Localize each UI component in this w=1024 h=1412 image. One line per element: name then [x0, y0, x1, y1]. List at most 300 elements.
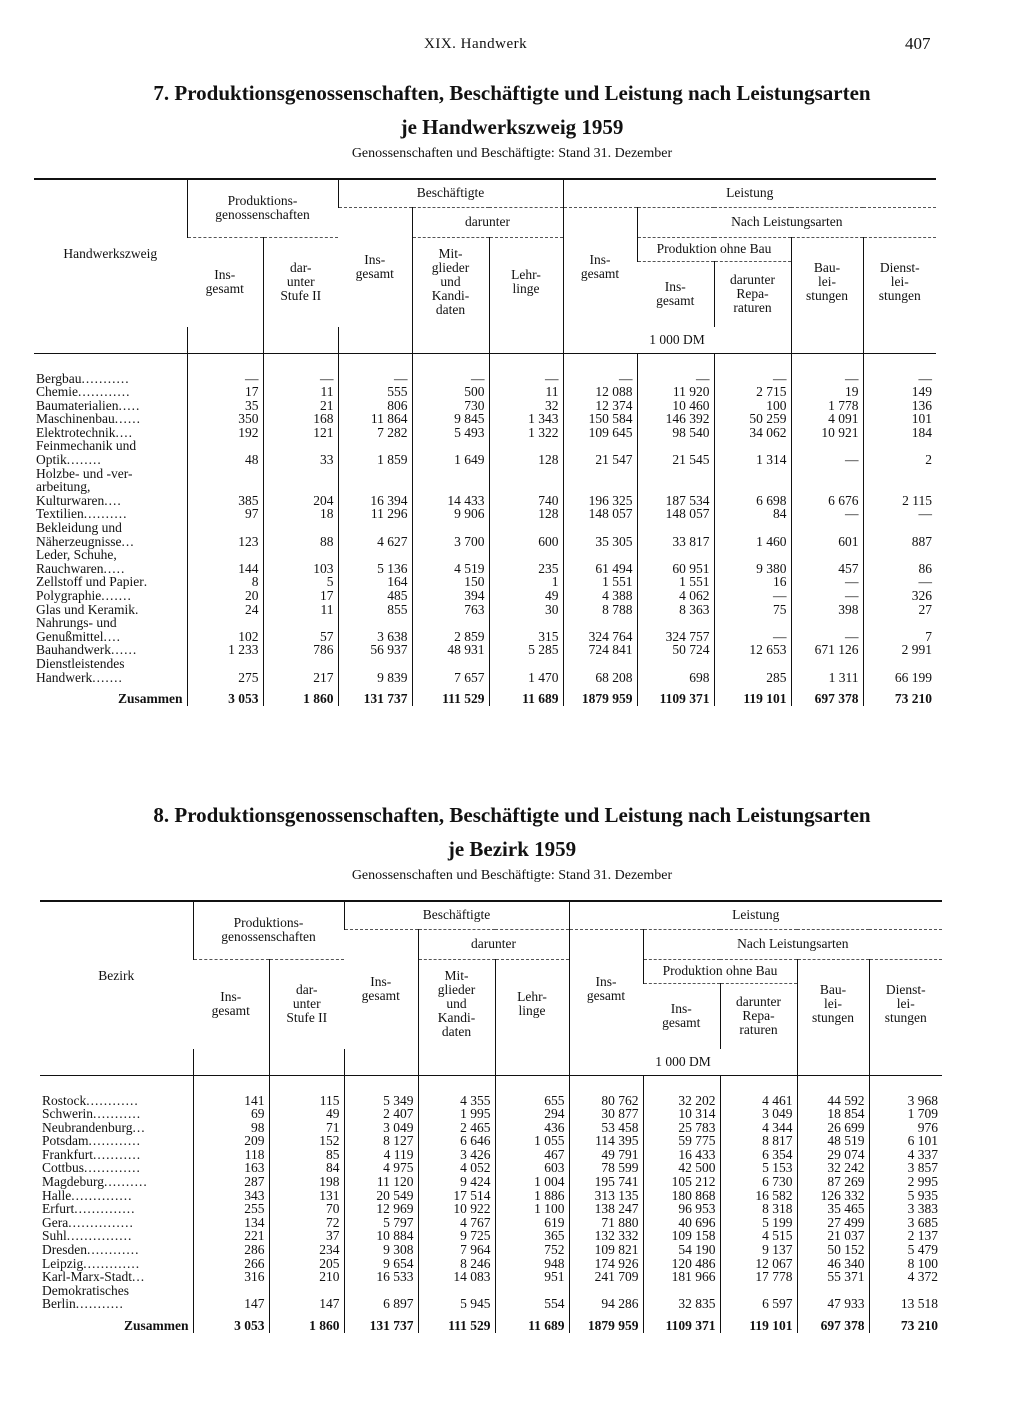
table-row: [40, 1107, 942, 1121]
cell-value: 698: [637, 657, 714, 684]
cell-value: 287: [193, 1175, 269, 1189]
cell-value: 2 465: [418, 1121, 495, 1135]
header-employees: Beschäftigte: [344, 901, 569, 929]
cell-value: 4 515: [720, 1229, 797, 1243]
row-label: [40, 1216, 193, 1230]
cell-value: 57: [263, 616, 338, 643]
cell-value: 101: [863, 412, 936, 426]
cell-value: 8 817: [720, 1134, 797, 1148]
cell-value: 47 933: [797, 1284, 869, 1311]
leader-dots: ......: [114, 411, 141, 427]
row-label: [34, 575, 187, 589]
cell-value: 210: [269, 1270, 344, 1284]
cell-value: 72: [269, 1216, 344, 1230]
table8-body: [40, 1075, 942, 1333]
cell-value: 6 354: [720, 1148, 797, 1162]
table-row: [34, 589, 936, 603]
leader-dots: ..............: [74, 1201, 136, 1217]
cell-value: 9 839: [338, 657, 412, 684]
cell-value: 9 380: [714, 548, 791, 575]
cell-value: 8 127: [344, 1134, 418, 1148]
cell-value: 5 479: [869, 1243, 942, 1257]
cell-value: 128: [489, 507, 563, 521]
row-label-text: Chemie: [36, 384, 78, 400]
cell-value: 10 884: [344, 1229, 418, 1243]
header-of-which: darunter: [418, 929, 569, 959]
cell-value: 8 318: [720, 1202, 797, 1216]
cell-value: 196 325: [563, 467, 637, 508]
row-label: [34, 412, 187, 426]
row-label: [34, 467, 187, 508]
cell-value: 3 968: [869, 1075, 942, 1107]
cell-value: 697 378: [797, 1311, 869, 1333]
cell-value: 18 854: [797, 1107, 869, 1121]
header-repairs: darunter Repa- raturen: [714, 261, 791, 327]
total-row: [40, 1311, 942, 1333]
cell-value: 11 296: [338, 507, 412, 521]
cell-value: 485: [338, 589, 412, 603]
table-row: [40, 1284, 942, 1311]
cell-value: 12 374: [563, 399, 637, 413]
cell-value: 48 519: [797, 1134, 869, 1148]
cell-value: 1879 959: [569, 1311, 643, 1333]
leader-dots: .............: [83, 1255, 141, 1271]
cell-value: —: [714, 589, 791, 603]
header-apprentices: Lehr- linge: [489, 237, 563, 327]
table7-body: [34, 353, 936, 706]
cell-value: 102: [187, 616, 263, 643]
cell-value: 40 696: [643, 1216, 720, 1230]
cell-value: 111 529: [418, 1311, 495, 1333]
running-head: [0, 36, 1024, 60]
cell-value: 217: [263, 657, 338, 684]
cell-value: 2 859: [412, 616, 489, 643]
row-header: Bezirk: [40, 901, 193, 1049]
cell-value: 730: [412, 399, 489, 413]
cell-value: 1109 371: [637, 684, 714, 706]
cell-value: 21: [263, 399, 338, 413]
cell-value: 70: [269, 1202, 344, 1216]
cell-value: 554: [495, 1284, 569, 1311]
leader-dots: ......: [110, 642, 138, 658]
cell-value: 6 730: [720, 1175, 797, 1189]
cell-value: —: [187, 353, 263, 385]
cell-value: 32 835: [643, 1284, 720, 1311]
row-label: [34, 684, 187, 706]
row-label-text: Neubrandenburg: [42, 1119, 133, 1135]
row-label-text: Erfurt: [42, 1201, 75, 1217]
row-label-text: Dienstleistendes Handwerk: [36, 655, 125, 685]
cell-value: 4 337: [869, 1148, 942, 1162]
cell-value: 7 657: [412, 657, 489, 684]
table-row: [34, 385, 936, 399]
cell-value: 205: [269, 1257, 344, 1271]
cell-value: 12 653: [714, 643, 791, 657]
row-label-text: Dresden: [42, 1242, 87, 1258]
cell-value: 5 136: [338, 548, 412, 575]
table8: [40, 900, 942, 1333]
row-label-text: Potsdam: [42, 1133, 89, 1149]
row-label-text: Feinmechanik und Optik: [36, 438, 137, 468]
table-row: [40, 1257, 942, 1271]
cell-value: 2 115: [863, 467, 936, 508]
cell-value: 1 343: [489, 412, 563, 426]
leader-dots: ..............: [71, 1187, 133, 1203]
cell-value: 126 332: [797, 1189, 869, 1203]
header-construction: Bau- lei- stungen: [797, 959, 869, 1049]
cell-value: 17: [187, 385, 263, 399]
cell-value: 85: [269, 1148, 344, 1162]
header-coop-total: Ins- gesamt: [211, 989, 250, 1019]
leader-dots: ...........: [93, 1146, 142, 1162]
cell-value: 97: [187, 507, 263, 521]
table-row: [34, 353, 936, 385]
table7-heading: [0, 76, 1024, 162]
cell-value: 33: [263, 439, 338, 466]
cell-value: 84: [269, 1161, 344, 1175]
cell-value: 180 868: [643, 1189, 720, 1203]
cell-value: 5 935: [869, 1189, 942, 1203]
cell-value: 71 880: [569, 1216, 643, 1230]
leader-dots: ...: [131, 1269, 146, 1285]
cell-value: 49: [489, 589, 563, 603]
header-of-which: darunter: [412, 207, 563, 237]
leader-dots: .....: [103, 560, 126, 576]
table-row: [40, 1189, 942, 1203]
cell-value: 48 931: [412, 643, 489, 657]
cell-value: 14 433: [412, 467, 489, 508]
cell-value: 600: [489, 521, 563, 548]
cell-value: 25 783: [643, 1121, 720, 1135]
row-label-text: Leder, Schuhe, Rauchwaren: [36, 547, 117, 576]
header-production-total: Ins- gesamt: [662, 1001, 701, 1031]
cell-value: 4 767: [418, 1216, 495, 1230]
cell-value: —: [791, 439, 863, 466]
cell-value: 976: [869, 1121, 942, 1135]
cell-value: 3 700: [412, 521, 489, 548]
cell-value: 100: [714, 399, 791, 413]
cell-value: 11: [489, 385, 563, 399]
cell-value: 33 817: [637, 521, 714, 548]
cell-value: 286: [193, 1243, 269, 1257]
leader-dots: .: [143, 574, 149, 590]
cell-value: 198: [269, 1175, 344, 1189]
row-label-text: Nahrungs- und Genußmittel: [36, 615, 117, 644]
cell-value: 294: [495, 1107, 569, 1121]
row-label-text: Leipzig: [42, 1255, 84, 1271]
table7-title-line2: je Handwerkszweig 1959: [400, 115, 624, 139]
cell-value: 8 363: [637, 603, 714, 617]
cell-value: 3 049: [720, 1107, 797, 1121]
cell-value: 75: [714, 603, 791, 617]
cell-value: 9 308: [344, 1243, 418, 1257]
cell-value: 324 757: [637, 616, 714, 643]
row-label-text: Glas und Keramik: [36, 601, 135, 617]
cell-value: 2 137: [869, 1229, 942, 1243]
table-row: [34, 426, 936, 440]
cell-value: 4 627: [338, 521, 412, 548]
row-label-text: Bauhandwerk: [36, 642, 111, 658]
cell-value: 8 246: [418, 1257, 495, 1271]
cell-value: 887: [863, 521, 936, 548]
cell-value: 4 975: [344, 1161, 418, 1175]
table-row: [34, 507, 936, 521]
table-row: [40, 1121, 942, 1135]
row-label: [40, 1148, 193, 1162]
cell-value: 12 969: [344, 1202, 418, 1216]
row-label-text: Polygraphie: [36, 588, 102, 603]
cell-value: 1 551: [563, 575, 637, 589]
cell-value: 109 645: [563, 426, 637, 440]
cell-value: 164: [338, 575, 412, 589]
cell-value: 26 699: [797, 1121, 869, 1135]
cell-value: 80 762: [569, 1075, 643, 1107]
cell-value: 148 057: [637, 507, 714, 521]
row-label-text: Magdeburg: [42, 1174, 104, 1190]
cell-value: 13 518: [869, 1284, 942, 1311]
cell-value: 115: [269, 1075, 344, 1107]
leader-dots: ............: [78, 384, 131, 400]
cell-value: 119 101: [720, 1311, 797, 1333]
cell-value: —: [637, 353, 714, 385]
cell-value: 10 922: [418, 1202, 495, 1216]
cell-value: 20: [187, 589, 263, 603]
cell-value: —: [338, 353, 412, 385]
cell-value: 98 540: [637, 426, 714, 440]
cell-value: 11: [263, 603, 338, 617]
cell-value: 467: [495, 1148, 569, 1162]
row-label: [34, 616, 187, 643]
cell-value: 671 126: [791, 643, 863, 657]
header-output: Leistung: [563, 179, 936, 207]
cell-value: 11 689: [495, 1311, 569, 1333]
table7-title-line1: 7. Produktionsgenossenschaften, Beschäftigte und Leistung nach Leistungsarten: [153, 81, 871, 105]
leader-dots: ............: [88, 1133, 142, 1149]
cell-value: 131 737: [344, 1311, 418, 1333]
cell-value: 1 314: [714, 439, 791, 466]
cell-value: 5 797: [344, 1216, 418, 1230]
cell-value: 16 433: [643, 1148, 720, 1162]
cell-value: 69: [193, 1107, 269, 1121]
cell-value: 4 091: [791, 412, 863, 426]
cell-value: 2 715: [714, 385, 791, 399]
cell-value: 88: [263, 521, 338, 548]
table-row: [34, 412, 936, 426]
cell-value: 11 920: [637, 385, 714, 399]
cell-value: 763: [412, 603, 489, 617]
cell-value: 436: [495, 1121, 569, 1135]
cell-value: 42 500: [643, 1161, 720, 1175]
cell-value: 3 049: [344, 1121, 418, 1135]
cell-value: 59 775: [643, 1134, 720, 1148]
leader-dots: ............: [86, 1092, 139, 1108]
row-label-text: Zusammen: [123, 1318, 189, 1333]
cell-value: 147: [269, 1284, 344, 1311]
cell-value: 71: [269, 1121, 344, 1135]
header-services: Dienst- lei- stungen: [869, 959, 942, 1049]
cell-value: 255: [193, 1202, 269, 1216]
cell-value: 53 458: [569, 1121, 643, 1135]
cell-value: 1 100: [495, 1202, 569, 1216]
cell-value: 96 953: [643, 1202, 720, 1216]
cell-value: 18: [263, 507, 338, 521]
cell-value: 1 778: [791, 399, 863, 413]
cell-value: 3 383: [869, 1202, 942, 1216]
cell-value: 806: [338, 399, 412, 413]
cell-value: 131: [269, 1189, 344, 1203]
leader-dots: ...............: [66, 1228, 133, 1244]
row-label-text: Suhl: [42, 1228, 67, 1244]
row-label: [34, 548, 187, 575]
table-row: [34, 548, 936, 575]
leader-dots: ...........: [93, 1106, 142, 1122]
cell-value: 3 857: [869, 1161, 942, 1175]
table-row: [40, 1229, 942, 1243]
cell-value: 4 052: [418, 1161, 495, 1175]
header-production-excl-construction: Produktion ohne Bau: [637, 237, 791, 261]
cell-value: 103: [263, 548, 338, 575]
leader-dots: ....: [115, 424, 133, 440]
leader-dots: ..........: [83, 506, 128, 522]
row-label-text: Zusammen: [117, 691, 183, 707]
cell-value: 724 841: [563, 643, 637, 657]
cell-value: 132 332: [569, 1229, 643, 1243]
cell-value: 6 676: [791, 467, 863, 508]
cell-value: 1 233: [187, 643, 263, 657]
cell-value: 21 545: [637, 439, 714, 466]
cell-value: 121: [263, 426, 338, 440]
row-label: [40, 1189, 193, 1203]
cell-value: 601: [791, 521, 863, 548]
cell-value: —: [412, 353, 489, 385]
cell-value: 46 340: [797, 1257, 869, 1271]
cell-value: 24: [187, 603, 263, 617]
table-row: [40, 1202, 942, 1216]
cell-value: 4 519: [412, 548, 489, 575]
cell-value: 11 864: [338, 412, 412, 426]
header-members: Mit- glieder und Kandi- daten: [418, 959, 495, 1049]
cell-value: 4 388: [563, 589, 637, 603]
cell-value: 1 470: [489, 657, 563, 684]
header-stage-two: dar- unter Stufe II: [263, 237, 338, 327]
cell-value: 32: [489, 399, 563, 413]
row-label-text: Rostock: [42, 1092, 87, 1108]
cell-value: 3 685: [869, 1216, 942, 1230]
cell-value: 2 995: [869, 1175, 942, 1189]
cell-value: 3 426: [418, 1148, 495, 1162]
cell-value: 94 286: [569, 1284, 643, 1311]
cell-value: —: [714, 353, 791, 385]
cell-value: 109 821: [569, 1243, 643, 1257]
row-label-text: Zellstoff und Papier: [36, 574, 144, 590]
cell-value: 136: [863, 399, 936, 413]
cell-value: 8 100: [869, 1257, 942, 1271]
leader-dots: ..........: [104, 1174, 148, 1190]
table8-heading: [0, 798, 1024, 884]
cell-value: 6 897: [344, 1284, 418, 1311]
header-output: Leistung: [569, 901, 942, 929]
cell-value: 21 547: [563, 439, 637, 466]
cell-value: 147: [193, 1284, 269, 1311]
leader-dots: .............: [84, 1160, 141, 1176]
row-label-text: Karl-Marx-Stadt: [42, 1269, 132, 1285]
cell-value: 27: [863, 603, 936, 617]
leader-dots: ....: [104, 492, 122, 508]
cell-value: 7 964: [418, 1243, 495, 1257]
cell-value: —: [863, 353, 936, 385]
cell-value: 30: [489, 603, 563, 617]
cell-value: —: [489, 353, 563, 385]
cell-value: 204: [263, 467, 338, 508]
row-label-text: Frankfurt: [42, 1146, 93, 1162]
cell-value: 66 199: [863, 657, 936, 684]
header-employees-total: Ins- gesamt: [355, 252, 394, 282]
cell-value: 149: [863, 385, 936, 399]
cell-value: 9 424: [418, 1175, 495, 1189]
row-label: [40, 1284, 193, 1311]
row-label: [34, 603, 187, 617]
row-label: [40, 1121, 193, 1135]
cell-value: 1 886: [495, 1189, 569, 1203]
cell-value: 119 101: [714, 684, 791, 706]
row-label: [34, 439, 187, 466]
cell-value: 50 152: [797, 1243, 869, 1257]
cell-value: 152: [269, 1134, 344, 1148]
cell-value: 500: [412, 385, 489, 399]
cell-value: 209: [193, 1134, 269, 1148]
table8-title-line1: 8. Produktionsgenossenschaften, Beschäftigte und Leistung nach Leistungsarten: [153, 803, 871, 827]
header-employees: Beschäftigte: [338, 179, 563, 207]
cell-value: 235: [489, 548, 563, 575]
cell-value: 44 592: [797, 1075, 869, 1107]
row-label: [40, 1270, 193, 1284]
cell-value: 11 120: [344, 1175, 418, 1189]
leader-dots: ...........: [81, 370, 130, 386]
header-by-output-type: Nach Leistungsarten: [637, 207, 936, 237]
cell-value: 109 158: [643, 1229, 720, 1243]
row-label: [40, 1243, 193, 1257]
cell-value: 7 282: [338, 426, 412, 440]
row-label-text: Bergbau: [36, 370, 82, 386]
row-label: [34, 643, 187, 657]
row-label: [34, 385, 187, 399]
cell-value: 316: [193, 1270, 269, 1284]
row-label-text: Gera: [42, 1214, 69, 1230]
cell-value: 30 877: [569, 1107, 643, 1121]
cell-value: 10 460: [637, 399, 714, 413]
cell-value: 555: [338, 385, 412, 399]
leader-dots: .: [134, 601, 140, 617]
row-label: [40, 1075, 193, 1107]
cell-value: 1: [489, 575, 563, 589]
cell-value: 9 906: [412, 507, 489, 521]
row-label: [34, 353, 187, 385]
cell-value: 49 791: [569, 1148, 643, 1162]
cell-value: 16 394: [338, 467, 412, 508]
cell-value: 144: [187, 548, 263, 575]
row-label: [40, 1107, 193, 1121]
cell-value: 174 926: [569, 1257, 643, 1271]
row-label: [34, 589, 187, 603]
cell-value: 1 004: [495, 1175, 569, 1189]
header-construction: Bau- lei- stungen: [791, 237, 863, 327]
cell-value: 5 945: [418, 1284, 495, 1311]
cell-value: 11: [263, 385, 338, 399]
table-row: [34, 657, 936, 684]
cell-value: 6 597: [720, 1284, 797, 1311]
row-label-text: Halle: [42, 1187, 72, 1203]
cell-value: 1 460: [714, 521, 791, 548]
